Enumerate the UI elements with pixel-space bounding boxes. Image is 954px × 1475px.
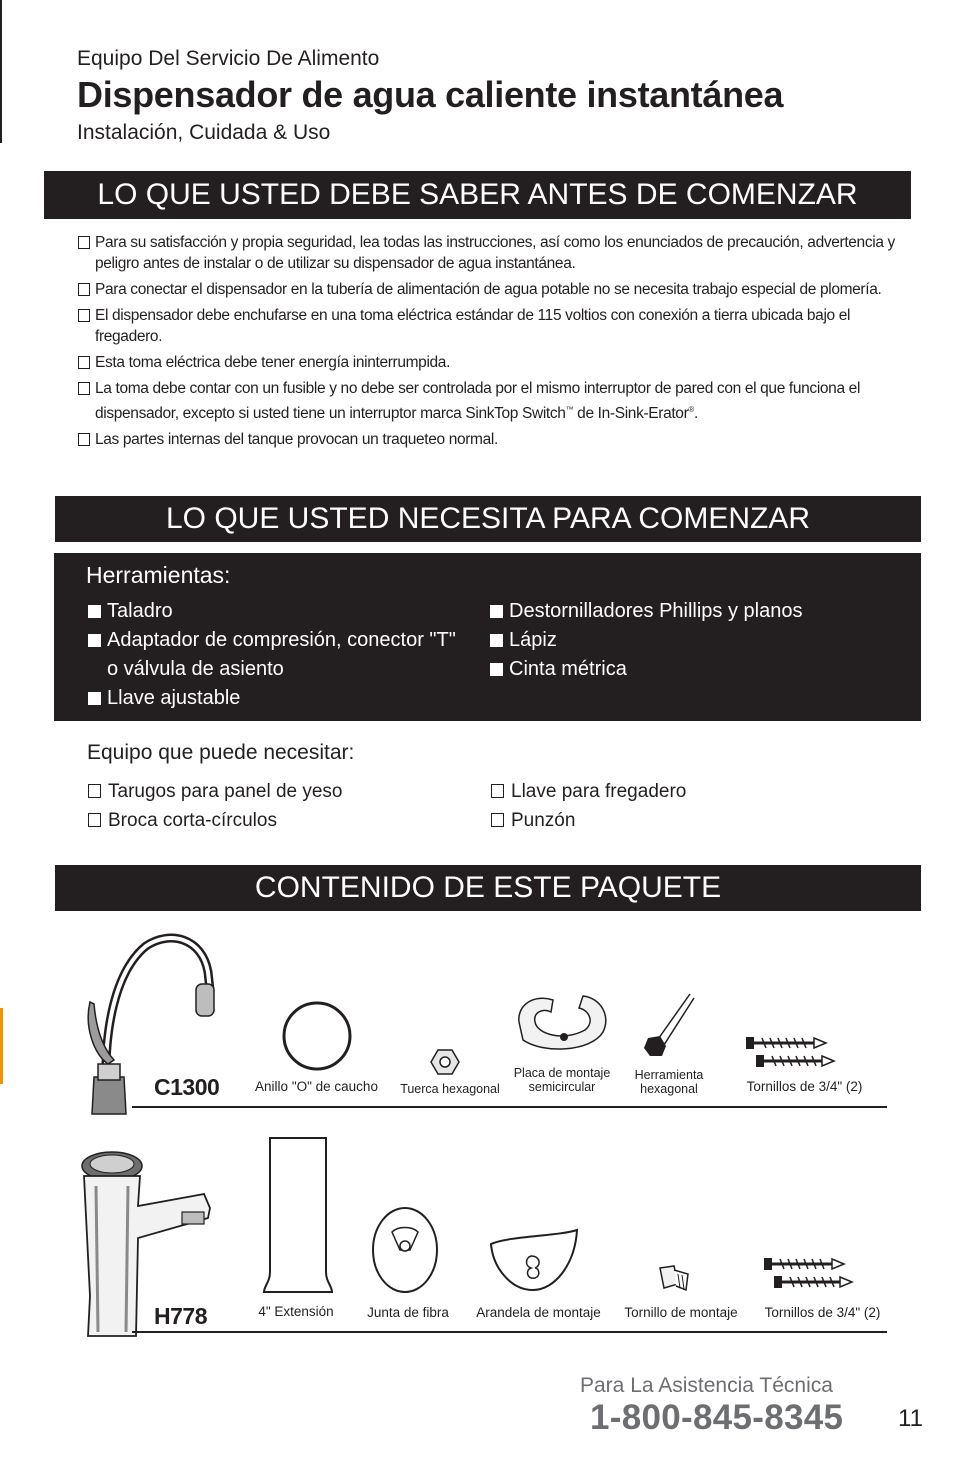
checklist-item: Para su satisfacción y propia seguridad, lea todas las instrucciones, así como los enunciados de precaución, advertencia y peligro antes de instalar o de utilizar su dispensador de agua instantánea. [78, 232, 908, 274]
page-number: 11 [898, 1405, 923, 1432]
before-start-checklist [78, 232, 908, 455]
page-edge-tab [0, 1008, 3, 1084]
equipment-title: Equipo que puede necesitar: [87, 741, 355, 764]
checkbox-icon [88, 813, 101, 827]
checklist-item: El dispensador debe enchufarse en una toma eléctrica estándar de 115 voltios con conexión a tierra ubicada bajo el fregadero. [78, 305, 908, 347]
mounting-washer-icon [489, 1228, 579, 1292]
square-bullet-icon [88, 634, 101, 647]
checkbox-icon [78, 433, 90, 446]
tools-title: Herramientas: [86, 562, 231, 588]
part-label: Anillo "O" de caucho [255, 1079, 378, 1094]
tools-list-left [86, 597, 466, 713]
row-divider [132, 1106, 887, 1108]
part-label: Tornillos de 3/4" (2) [746, 1079, 863, 1094]
checkbox-icon [491, 813, 504, 827]
checklist-item: Esta toma eléctrica debe tener energía ininterrumpida. [78, 352, 908, 373]
part-label: Junta de fibra [367, 1305, 449, 1320]
support-phone-number: 1-800-845-8345 [590, 1398, 844, 1437]
tools-panel [54, 553, 921, 721]
checkbox-icon [78, 356, 90, 369]
part-label: Tornillos de 3/4" (2) [764, 1305, 881, 1320]
screws-icon [762, 1254, 854, 1290]
checkbox-icon [78, 382, 90, 395]
mounting-screw-icon [656, 1264, 692, 1294]
part-label: Tuerca hexagonal [400, 1082, 500, 1096]
checklist-item: Las partes internas del tanque provocan un traqueteo normal. [78, 429, 908, 450]
tool-item: Lápiz [488, 626, 908, 655]
square-bullet-icon [490, 663, 503, 676]
equipment-item: Punzón [489, 806, 686, 835]
section-heading-need: LO QUE USTED NECESITA PARA COMENZAR [55, 496, 921, 542]
checkbox-icon [491, 784, 504, 798]
checkbox-icon [78, 236, 90, 249]
checklist-item: Para conectar el dispensador en la tubería de alimentación de agua potable no se necesita trabajo especial de plomería. [78, 279, 908, 300]
part-label: Placa de montaje semicircular [513, 1066, 611, 1094]
section-heading-contents: CONTENIDO DE ESTE PAQUETE [55, 865, 921, 911]
fiber-gasket-icon [370, 1206, 440, 1294]
technical-assistance-label: Para La Asistencia Técnica [580, 1374, 833, 1397]
part-label: Herramienta hexagonal [634, 1068, 704, 1096]
row-divider [132, 1331, 887, 1333]
equipment-item: Llave para fregadero [489, 777, 686, 806]
part-label: Arandela de montaje [476, 1305, 601, 1320]
section-heading-before-start: LO QUE USTED DEBE SABER ANTES DE COMENZAR [44, 171, 911, 219]
document-subtitle: Instalación, Cuidada & Uso [77, 121, 331, 144]
tools-list-right [488, 597, 908, 684]
square-bullet-icon [88, 692, 101, 705]
model-name-c1300: C1300 [154, 1074, 220, 1100]
screws-icon [744, 1033, 836, 1069]
equipment-list-left [86, 777, 343, 835]
part-label: Tornillo de montaje [624, 1305, 738, 1320]
equipment-item: Tarugos para panel de yeso [86, 777, 343, 806]
tool-item: Cinta métrica [488, 655, 908, 684]
square-bullet-icon [490, 634, 503, 647]
checkbox-icon [78, 283, 90, 296]
square-bullet-icon [88, 605, 101, 618]
hex-nut-icon [430, 1048, 460, 1076]
tool-item: Taladro [86, 597, 466, 626]
semicircular-mounting-plate-icon [513, 992, 613, 1054]
tool-item: Destornilladores Phillips y planos [488, 597, 908, 626]
model-name-h778: H778 [154, 1303, 207, 1329]
equipment-item: Broca corta-círculos [86, 806, 343, 835]
document-title: Dispensador de agua caliente instantánea [77, 74, 784, 115]
document-eyebrow: Equipo Del Servicio De Alimento [77, 47, 380, 70]
checkbox-icon [78, 309, 90, 322]
page-edge-line [0, 0, 2, 143]
extension-tube-icon [262, 1136, 334, 1296]
tool-item: Adaptador de compresión, conector "T" o válvula de asiento [86, 626, 466, 684]
part-label: 4" Extensión [258, 1304, 334, 1319]
equipment-list-right [489, 777, 686, 835]
tool-item: Llave ajustable [86, 684, 466, 713]
o-ring-icon [281, 1000, 353, 1072]
checklist-item: La toma debe contar con un fusible y no debe ser controlada por el mismo interruptor de pared con el que funciona el dispensador, excepto si usted tiene un interruptor marca SinkTop Switch™ de In-Sink-Erator®. [78, 378, 908, 424]
hex-tool-icon [638, 990, 696, 1060]
square-bullet-icon [490, 605, 503, 618]
checkbox-icon [88, 784, 101, 798]
